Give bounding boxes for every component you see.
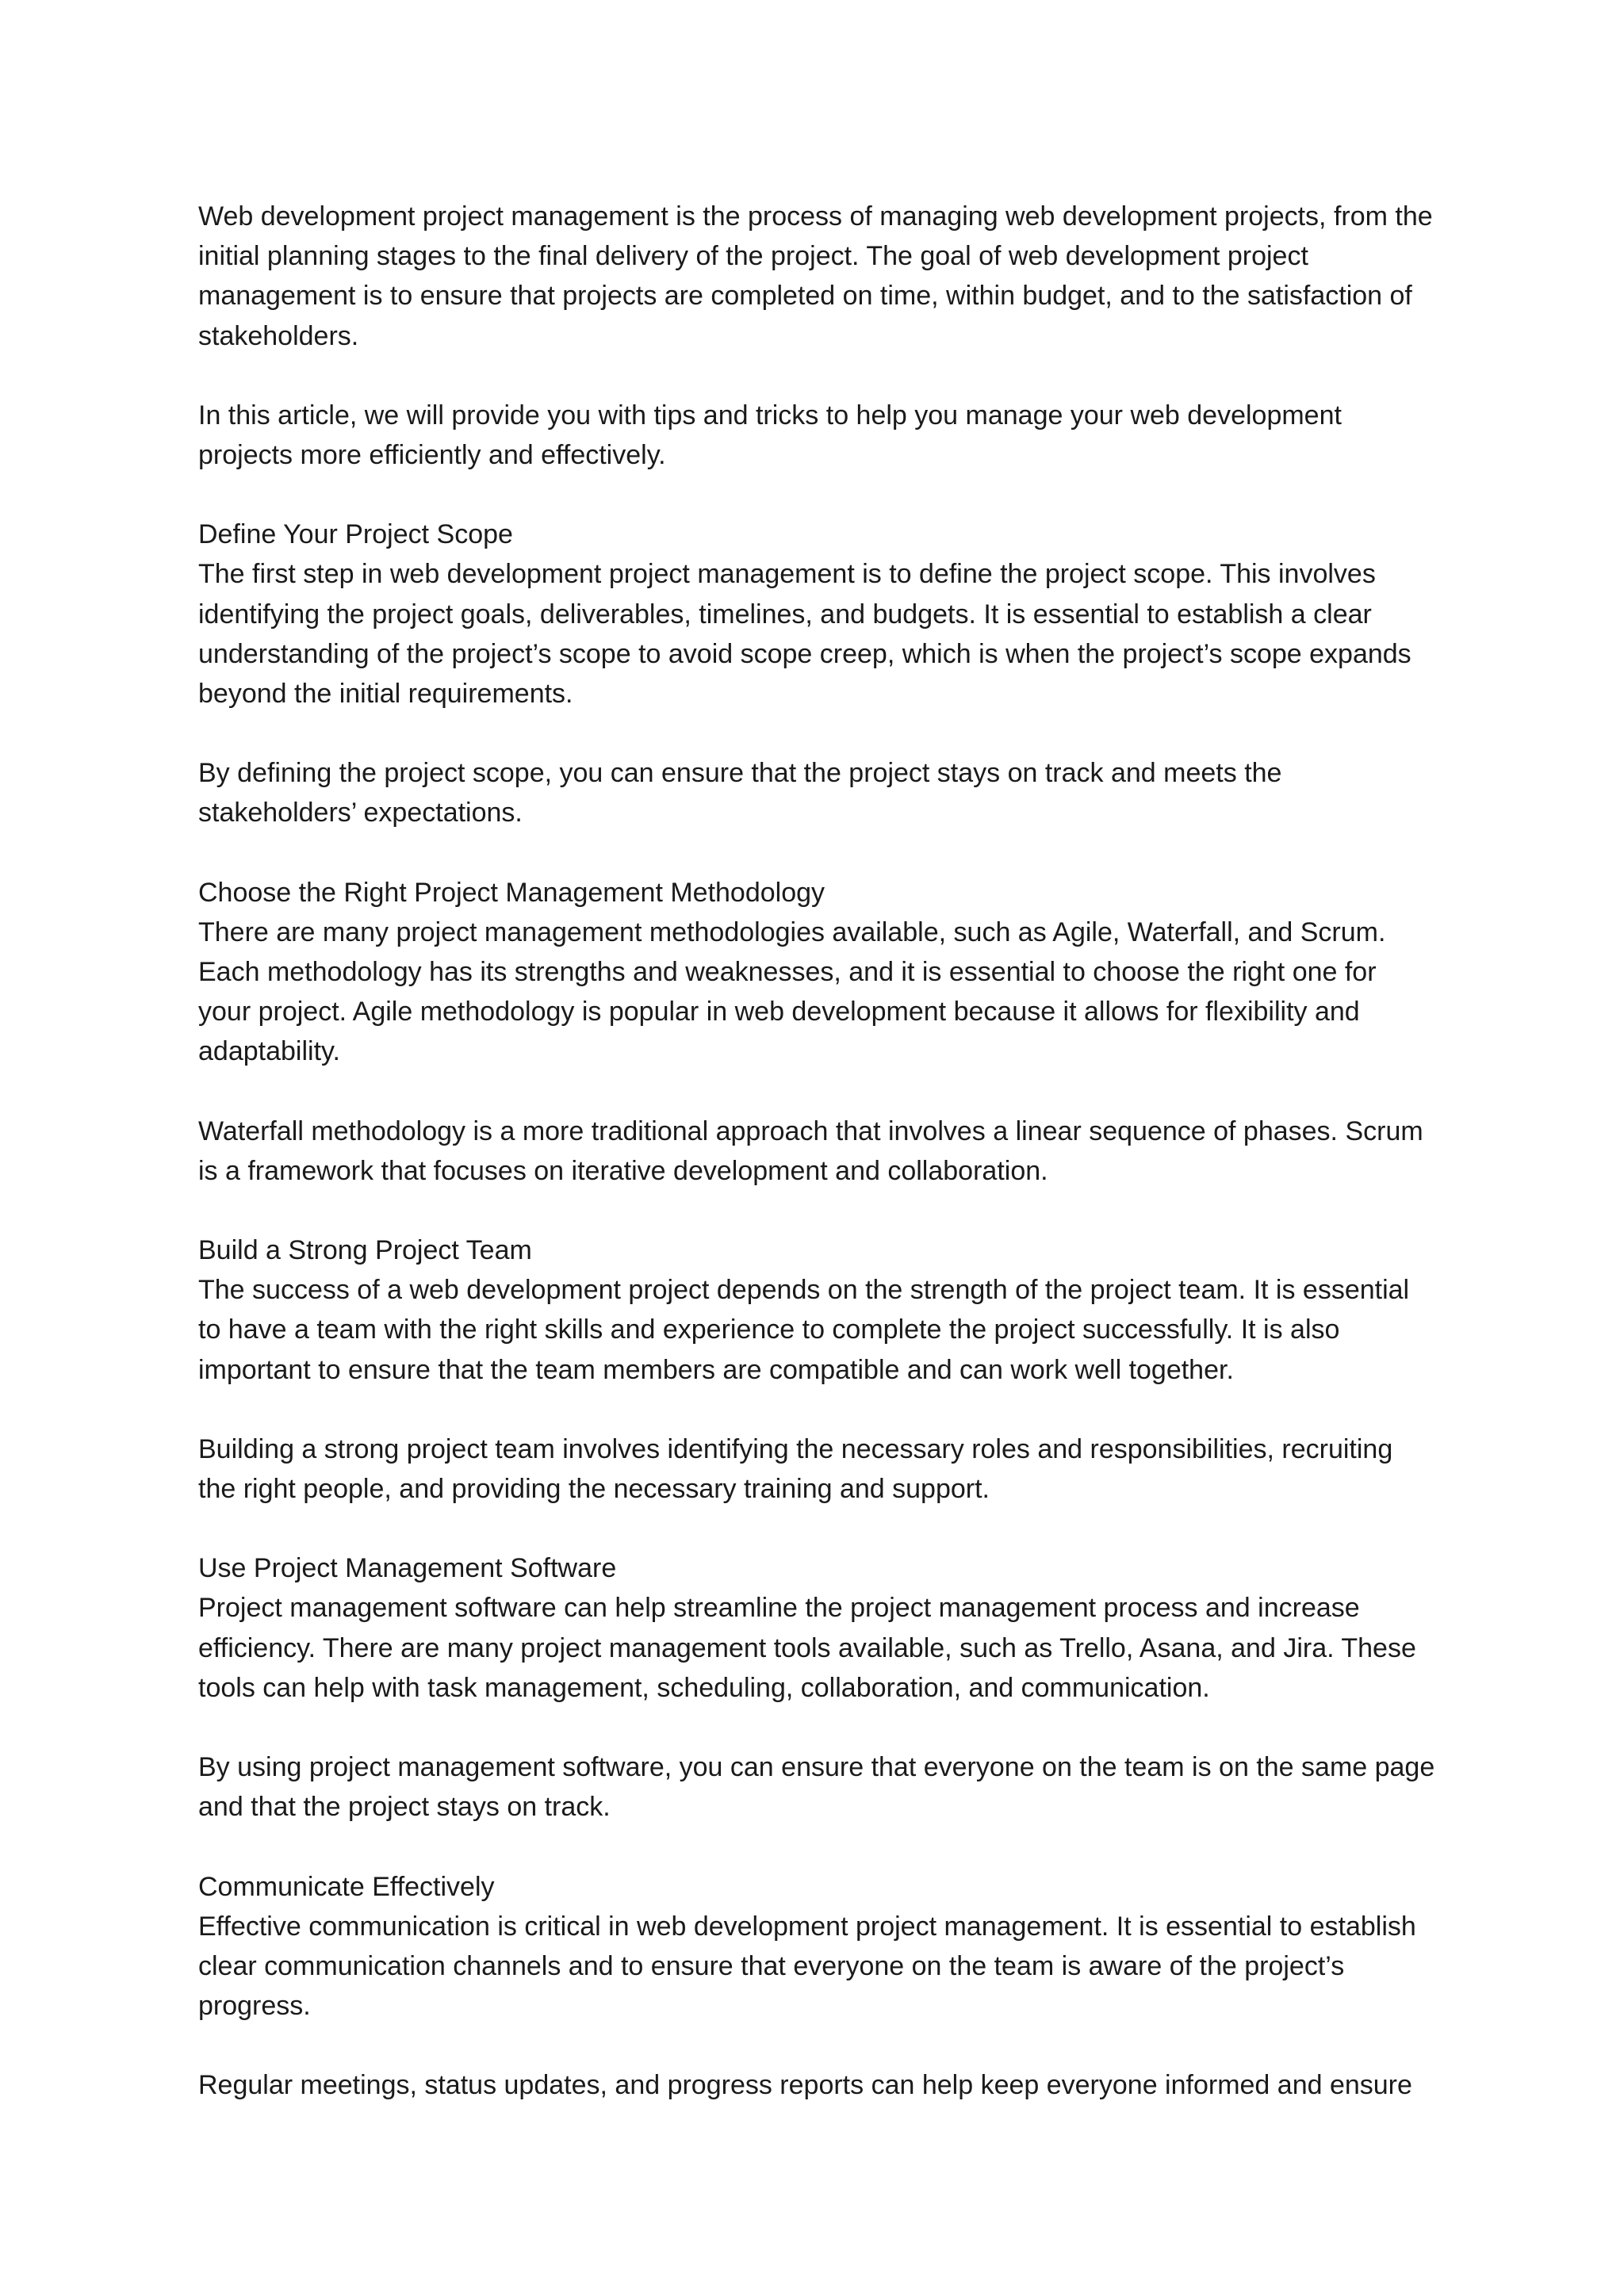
section-paragraph: Regular meetings, status updates, and progress reports can help keep everyone informed and ensure <box>198 2070 1412 2101</box>
section-heading: Define Your Project Scope <box>198 519 513 550</box>
section-paragraph: There are many project management methodologies available, such as Agile, Waterfall, and Scrum. Each methodology has its strengths and weaknesses, and it is essential to choose the right one for your project. Agile methodology is popular in web development because it allows for flexibility and adaptability. <box>198 916 1386 1067</box>
section-paragraph: Building a strong project team involves identifying the necessary roles and responsibilities, recruiting the right people, and providing the necessary training and support. <box>198 1433 1393 1505</box>
section-heading: Build a Strong Project Team <box>198 1235 532 1266</box>
intro-paragraph: In this article, we will provide you with tips and tricks to help you manage your web development projects more efficiently and effectively. <box>198 400 1342 471</box>
section-paragraph: By using project management software, you can ensure that everyone on the team is on the same page and that the project stays on track. <box>198 1752 1435 1823</box>
section-heading: Communicate Effectively <box>198 1871 495 1902</box>
section-paragraph: Waterfall methodology is a more traditional approach that involves a linear sequence of phases. Scrum is a framework that focuses on iterative development and collaboration. <box>198 1115 1423 1186</box>
section-heading: Use Project Management Software <box>198 1553 617 1584</box>
section-paragraph: The success of a web development project depends on the strength of the project team. It is essential to have a team with the right skills and experience to complete the project successfully. It is also important to ensure that the team members are compatible and can work well together. <box>198 1275 1410 1385</box>
intro-paragraph: Web development project management is the process of managing web development projects, from the initial planning stages to the final delivery of the project. The goal of web development project management is to ensure that projects are completed on time, within budget, and to the satisfaction of stakeholders. <box>198 201 1433 351</box>
section-paragraph: The first step in web development project management is to define the project scope. This involves identifying the project goals, deliverables, timelines, and budgets. It is essential to establish a clear understanding of the project’s scope to avoid scope creep, which is when the project’s scope expands beyond the initial requirements. <box>198 559 1411 710</box>
document-body <box>198 197 1435 2145</box>
section-paragraph: Effective communication is critical in web development project management. It is essential to establish clear communication channels and to ensure that everyone on the team is aware of the project’s progress. <box>198 1911 1416 2022</box>
section-paragraph: By defining the project scope, you can ensure that the project stays on track and meets the stakeholders’ expectations. <box>198 758 1282 828</box>
section-paragraph: Project management software can help streamline the project management process and increase efficiency. There are many project management tools available, such as Trello, Asana, and Jira. These tools can help with task management, scheduling, collaboration, and communication. <box>198 1593 1416 1703</box>
section-heading: Choose the Right Project Management Methodology <box>198 877 825 908</box>
